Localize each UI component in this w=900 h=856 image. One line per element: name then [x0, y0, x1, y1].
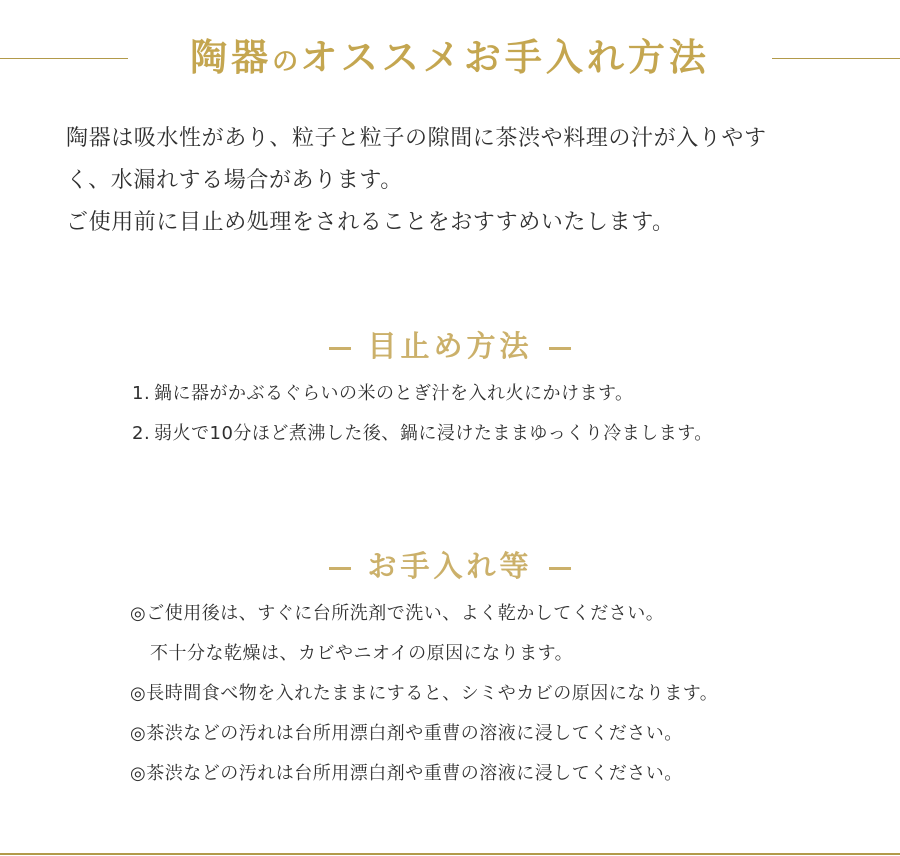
care-item: ◎茶渋などの汚れは台所用漂白剤や重曹の溶液に浸してください。 — [130, 723, 683, 744]
intro-text — [66, 118, 876, 244]
intro-line-1: 陶器は吸水性があり、粒子と粒子の隙間に茶渋や料理の汁が入りやす — [66, 126, 767, 151]
care-item-note: 不十分な乾燥は、カビやニオイの原因になります。 — [150, 643, 574, 664]
title-dash-right — [549, 347, 571, 350]
header-right-rule — [772, 58, 900, 59]
step-text: 弱火で10分ほど煮沸した後、鍋に浸けたままゆっくり冷まします。 — [154, 423, 713, 444]
page-title-part2: の — [272, 47, 301, 77]
care-section-title — [0, 544, 900, 585]
step-number: 1. — [132, 383, 151, 404]
sealing-steps — [132, 374, 852, 454]
care-item: ◎ご使用後は、すぐに台所洗剤で洗い、よく乾かしてください。 — [130, 603, 665, 624]
title-dash-left — [329, 347, 351, 350]
page-title-part3: オススメお手入れ方法 — [300, 36, 710, 79]
page-title — [128, 32, 772, 88]
care-item: ◎茶渋などの汚れは台所用漂白剤や重曹の溶液に浸してください。 — [130, 763, 683, 784]
care-item: ◎長時間食べ物を入れたままにすると、シミやカビの原因になります。 — [130, 683, 719, 704]
care-title-text: お手入れ等 — [367, 549, 533, 583]
step-row — [132, 374, 852, 414]
page-title-part1: 陶器 — [190, 36, 273, 79]
page-header — [0, 28, 900, 88]
title-dash-right — [549, 567, 571, 570]
sealing-section-title — [0, 324, 900, 365]
step-text: 鍋に器がかぶるぐらいの米のとぎ汁を入れ火にかけます。 — [154, 383, 634, 404]
sealing-title-text: 目止め方法 — [367, 329, 533, 363]
title-dash-left — [329, 567, 351, 570]
bottom-rule — [0, 853, 900, 855]
step-number: 2. — [132, 423, 151, 444]
intro-line-2: く、水漏れする場合があります。 — [66, 168, 403, 193]
intro-line-3: ご使用前に目止め処理をされることをおすすめいたします。 — [66, 210, 675, 235]
header-left-rule — [0, 58, 128, 59]
step-row — [132, 414, 852, 454]
care-list — [130, 594, 860, 794]
